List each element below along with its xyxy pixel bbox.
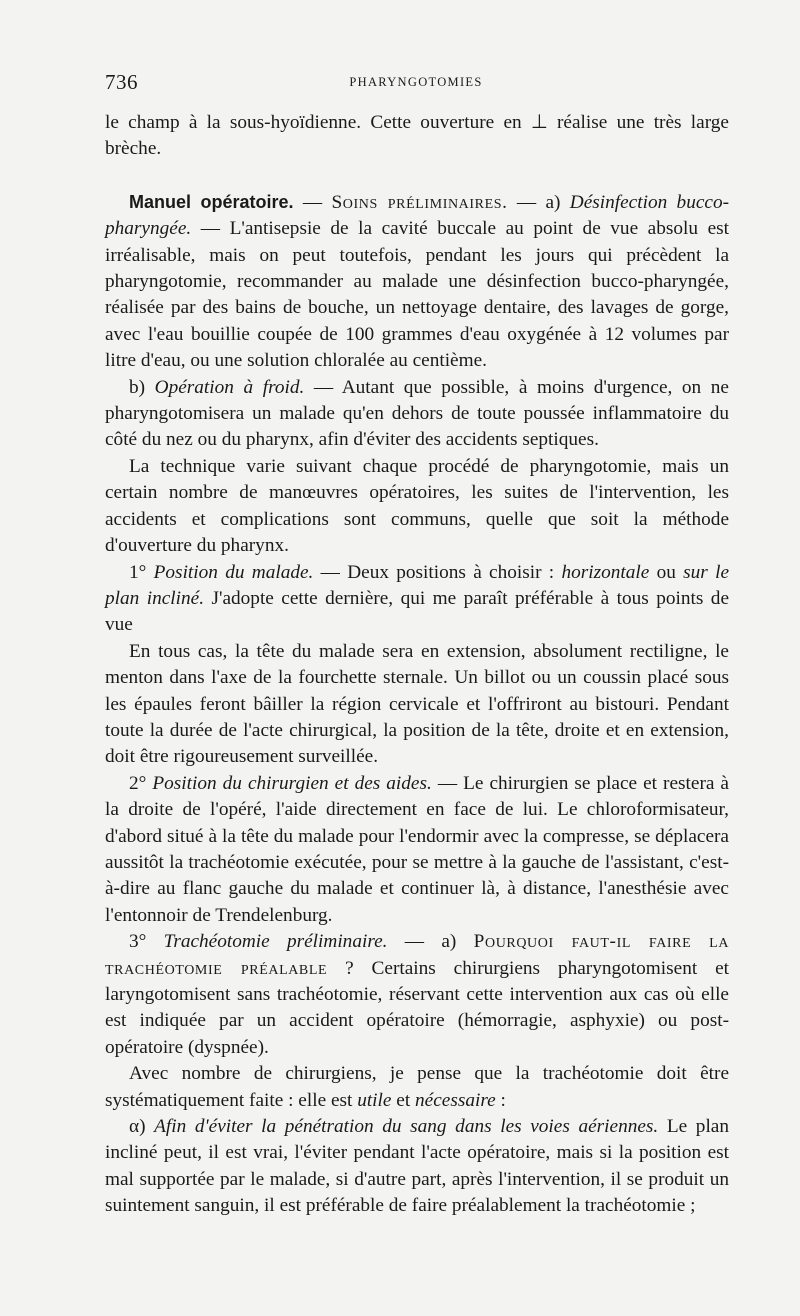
paragraph-operation-a-froid: b) Opération à froid. — Autant que possible, à moins d'urgence, on ne pharyngotomisera un malade qu'en dehors de toute poussée inflammatoire du côté du nez ou du pharynx, afin d'éviter des accidents septiques. xyxy=(105,376,729,451)
paragraph-position-chirurgien: 2° Position du chirurgien et des aides. — Le chirurgien se place et restera à la droite de l'opéré, l'aide directement en face de lui. Le chloroformisateur, d'abord situé à la tête du malade pour l'endormir avec la compresse, se déplacera aussitôt la trachéotomie exécutée, pour se mettre à la gauche de l'assistant, c'est-à-dire au flanc gauche du malade et continuer là, à distance, l'anesthésie avec l'entonnoir de Trendelenburg. xyxy=(105,772,729,926)
page-header xyxy=(105,70,727,95)
small-caps-heading: Pourquoi faut-il faire la trachéotomie préalable xyxy=(105,931,730,979)
italic-subheading: Trachéotomie préliminaire. xyxy=(163,931,388,953)
paragraph-avec-nombre: Avec nombre de chirurgiens, je pense que la trachéotomie doit être systématiquement faite : elle est utile et nécessaire : xyxy=(105,1063,729,1111)
paragraph-continuation: le champ à la sous-hyoïdienne. Cette ouverture en ⊥ réalise une très large brèche. xyxy=(105,112,729,160)
paragraph-tracheotomie-preliminaire: 3° Trachéotomie préliminaire. — a) Pourquoi faut-il faire la trachéotomie préalable ? Certains chirurgiens pharyngotomisent et laryngotomisent sans trachéotomie, réservant cette intervention aux cas où elle est indiquée par un accident opératoire (hémorragie, asphyxie) ou post-opératoire (dyspnée). xyxy=(105,931,730,1058)
body-text xyxy=(105,110,729,1220)
italic-subheading: Afin d'éviter la pénétration du sang dans les voies aériennes. xyxy=(154,1116,659,1138)
subsection-heading: Soins préliminaires. xyxy=(331,191,508,213)
paragraph-en-tous-cas: En tous cas, la tête du malade sera en extension, absolument rectiligne, le menton dans l'axe de la fourchette sternale. Un billot ou un coussin placé sous les épaules feront bâiller la région cervicale et l'offriront au bistouri. Pendant toute la durée de l'acte chirurgical, la position de la tête, droite et en extension, doit être rigoureusement surveillée. xyxy=(105,640,729,768)
italic-subheading: Opération à froid. xyxy=(154,376,305,398)
paragraph-manuel-operatoire: Manuel opératoire. — Soins préliminaires. — a) Désinfection bucco-pharyngée. — L'antisepsie de la cavité buccale au point de vue absolu est irréalisable, mais on peut toutefois, pendant les jours qui précèdent la pharyngotomie, recommander au malade une désinfection bucco-pharyngée, réalisée par des bains de bouche, un nettoyage dentaire, des lavages de gorge, avec l'eau bouillie coupée de 100 grammes d'eau oxygénée à 12 volumes par litre d'eau, ou une solution chloralée au centième. xyxy=(105,191,730,372)
running-title: PHARYNGOTOMIES xyxy=(349,75,483,89)
paragraph-position-malade: 1° Position du malade. — Deux positions à choisir : horizontale ou sur le plan incliné. J'adopte cette dernière, qui me paraît préférable à tous points de vue xyxy=(105,561,730,636)
section-heading: Manuel opératoire. xyxy=(129,191,294,212)
italic-subheading: Désinfection bucco-pharyngée. xyxy=(105,191,730,240)
italic-subheading: Position du malade. xyxy=(153,561,314,583)
italic-subheading: Position du chirurgien et des aides. xyxy=(152,772,432,794)
page-number: 736 xyxy=(105,70,138,94)
paragraph-technique: La technique varie suivant chaque procédé de pharyngotomie, mais un certain nombre de manœuvres opératoires, les suites de l'intervention, les accidents et complications sont communs, quelle que soit la méthode d'ouverture du pharynx. xyxy=(105,455,729,557)
paragraph-afin-d-eviter: α) Afin d'éviter la pénétration du sang dans les voies aériennes. Le plan incliné peut, il est vrai, l'éviter pendant l'acte opératoire, mais si la position est mal supportée par le malade, si d'autre part, après l'intervention, il se produit un suintement sanguin, il est préférable de faire préalablement la trachéotomie ; xyxy=(105,1116,729,1217)
